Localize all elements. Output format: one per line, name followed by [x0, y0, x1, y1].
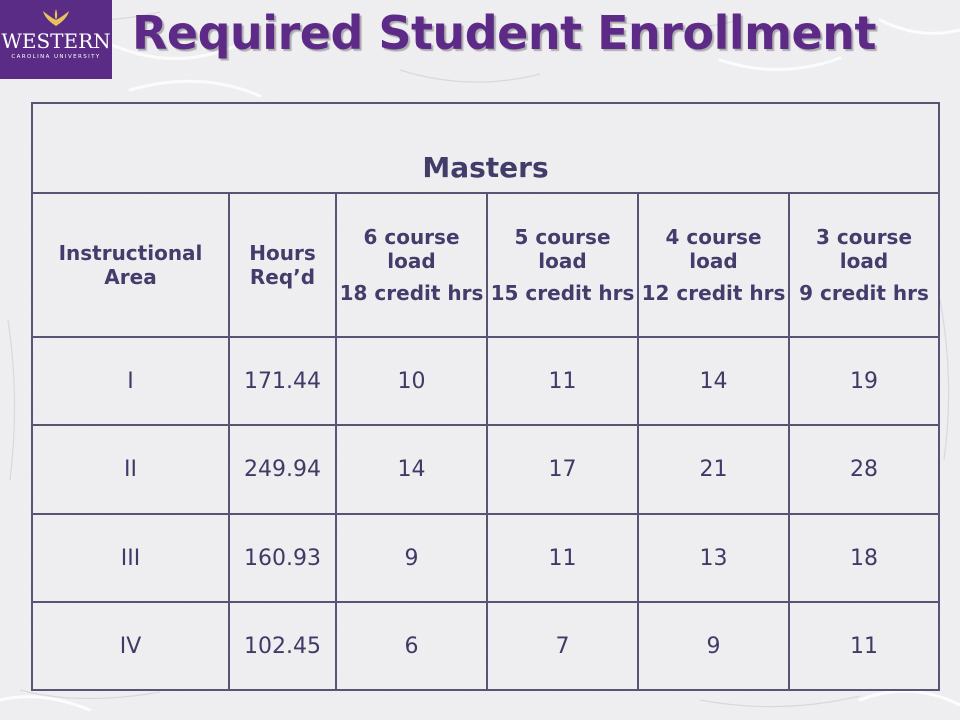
table-cell: II	[32, 425, 229, 514]
col-header-line2: 18 credit hrs	[339, 281, 484, 305]
col-header-line1: 6 course load	[363, 225, 460, 273]
col-header-line1: Instructional Area	[58, 241, 203, 289]
logo-subtitle: CAROLINA UNIVERSITY	[11, 54, 101, 60]
table-cell: 11	[789, 602, 939, 690]
column-header-row	[32, 193, 939, 337]
logo-wordmark: WESTERN	[1, 29, 111, 53]
table-cell: 11	[487, 337, 638, 425]
col-header-line2: 9 credit hrs	[799, 281, 929, 305]
table-cell: 18	[789, 514, 939, 602]
table-cell: 14	[638, 337, 789, 425]
table-cell: 7	[487, 602, 638, 690]
table-cell: 160.93	[229, 514, 336, 602]
table-row	[32, 514, 939, 602]
slide-title: Required Student Enrollment	[132, 6, 876, 60]
enrollment-table	[31, 102, 940, 691]
col-header-hours-reqd	[229, 193, 336, 337]
table-row	[32, 602, 939, 690]
table-cell: 17	[487, 425, 638, 514]
table-cell: 11	[487, 514, 638, 602]
group-header-row	[32, 103, 939, 193]
table-cell: 102.45	[229, 602, 336, 690]
table-cell: 9	[638, 602, 789, 690]
table-cell: 28	[789, 425, 939, 514]
table-cell: 6	[336, 602, 487, 690]
table-cell: 10	[336, 337, 487, 425]
col-header-line2: 15 credit hrs	[490, 281, 635, 305]
table-cell: III	[32, 514, 229, 602]
university-logo	[0, 0, 112, 79]
col-header-line1: 3 course load	[815, 225, 913, 273]
table-cell: 14	[336, 425, 487, 514]
table-cell: 19	[789, 337, 939, 425]
col-header-4-course	[638, 193, 789, 337]
table-cell: 249.94	[229, 425, 336, 514]
masters-header: Masters	[32, 103, 939, 193]
col-header-6-course	[336, 193, 487, 337]
table-cell: IV	[32, 602, 229, 690]
col-header-5-course	[487, 193, 638, 337]
table-cell: 9	[336, 514, 487, 602]
table-row	[32, 337, 939, 425]
col-header-3-course	[789, 193, 939, 337]
flame-icon	[42, 9, 70, 27]
table-cell: 21	[638, 425, 789, 514]
table-cell: I	[32, 337, 229, 425]
col-header-line2: 12 credit hrs	[641, 281, 786, 305]
col-header-line1: 4 course load	[665, 225, 762, 273]
table-row	[32, 425, 939, 514]
col-header-line1: 5 course load	[514, 225, 611, 273]
col-header-instructional-area	[32, 193, 229, 337]
table-cell: 171.44	[229, 337, 336, 425]
col-header-line1: Hours Req’d	[249, 241, 316, 289]
table-cell: 13	[638, 514, 789, 602]
